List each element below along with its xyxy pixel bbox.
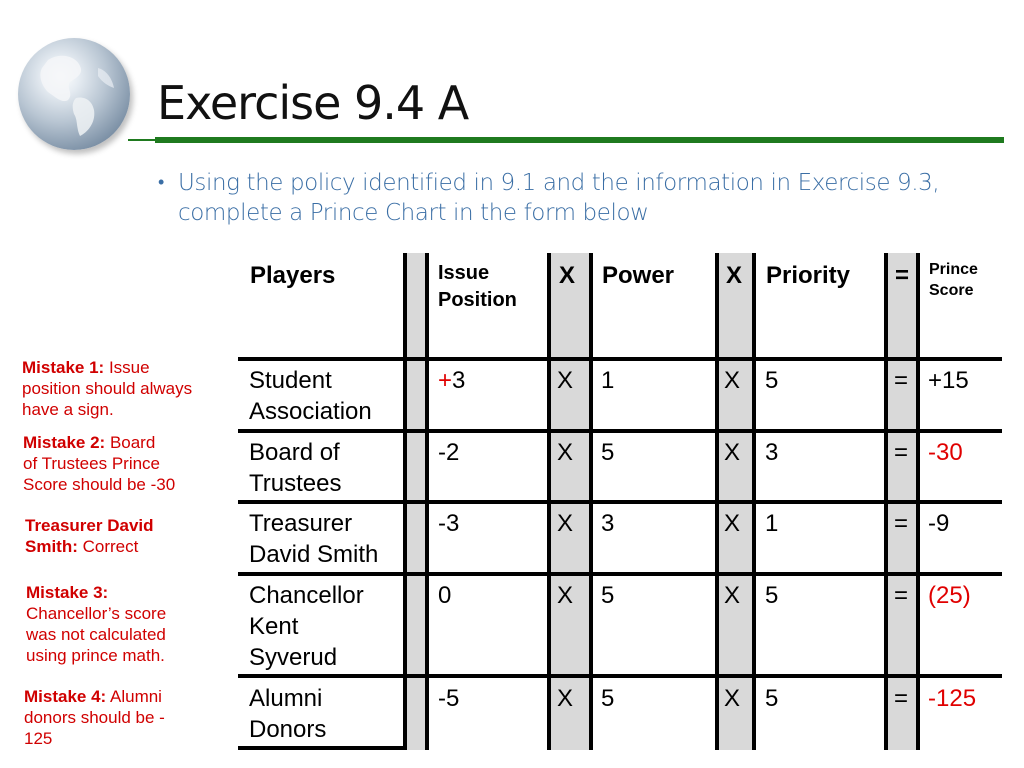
note-label: Mistake 4: <box>24 687 107 706</box>
table-row-x2: X <box>724 367 741 394</box>
header-eq: = <box>895 262 910 289</box>
header-x2: X <box>726 262 743 289</box>
note-mistake-2 <box>23 432 223 495</box>
note-text: Issue <box>108 358 150 377</box>
table-row-priority: 3 <box>765 439 779 466</box>
table-row-priority: 5 <box>765 367 779 394</box>
prince-chart-table <box>238 253 1002 750</box>
note-text: position should always <box>22 379 193 398</box>
table-row-eq: = <box>894 685 909 712</box>
table-row-score: -9 <box>928 510 950 537</box>
table-row-player <box>249 508 378 570</box>
player-line: Alumni <box>249 685 323 712</box>
player-line: Association <box>249 398 372 425</box>
header-power: Power <box>602 262 675 289</box>
header-priority: Priority <box>766 262 851 289</box>
table-row-x1: X <box>557 582 574 609</box>
player-line: Board of <box>249 439 340 466</box>
note-text: Alumni <box>110 687 162 706</box>
header-issue-line2: Position <box>438 289 517 311</box>
table-row-issue: -3 <box>438 510 460 537</box>
note-text: Board <box>109 433 156 452</box>
table-row-x2: X <box>724 685 741 712</box>
note-text: donors should be - <box>24 708 165 727</box>
instruction-text: Using the policy identified in 9.1 and the information in Exercise 9.3, complete a Prince Chart in the form below <box>178 170 940 226</box>
note-label: Mistake 2: <box>23 433 106 452</box>
player-line: Donors <box>249 716 327 743</box>
player-line: Trustees <box>249 470 342 497</box>
table-row-power: 3 <box>601 510 615 537</box>
note-text: of Trustees Prince <box>23 454 161 473</box>
table-row-priority: 1 <box>765 510 779 537</box>
table-row-player <box>249 437 341 499</box>
header-prince-line2: Score <box>929 282 974 299</box>
table-row-power: 5 <box>601 439 615 466</box>
title-rule-left <box>128 139 158 141</box>
note-label: Smith: <box>25 537 78 556</box>
table-row-player <box>249 365 372 427</box>
row-divider <box>238 674 1002 678</box>
table-row-x1: X <box>557 439 574 466</box>
note-mistake-1 <box>22 357 232 420</box>
note-text: 125 <box>24 729 53 748</box>
table-row-x2: X <box>724 582 741 609</box>
table-row-priority: 5 <box>765 685 779 712</box>
row-divider <box>238 572 1002 576</box>
table-row-power: 5 <box>601 685 615 712</box>
table-row-x1: X <box>557 367 574 394</box>
note-text: Correct <box>82 537 139 556</box>
table-row-x1: X <box>557 685 574 712</box>
table-row-issue: -5 <box>438 685 460 712</box>
table-row-score: +15 <box>928 367 969 394</box>
header-issue-line1: Issue <box>438 262 490 284</box>
instruction-bullet <box>158 168 1008 228</box>
note-label: Mistake 3: <box>26 583 109 602</box>
table-row-x2: X <box>724 510 741 537</box>
note-text: Chancellor’s score <box>26 604 167 623</box>
table-row-power: 1 <box>601 367 615 394</box>
player-line: Kent <box>249 613 299 640</box>
table-row-eq: = <box>894 510 909 537</box>
table-row-score: (25) <box>928 582 971 609</box>
row-divider <box>238 429 1002 433</box>
table-row-issue <box>438 365 465 396</box>
table-row-eq: = <box>894 439 909 466</box>
player-line: David Smith <box>249 541 379 568</box>
bullet-dot: • <box>158 172 165 193</box>
player-line: Chancellor <box>249 582 364 609</box>
globe-icon <box>18 38 130 150</box>
header-prince-line1: Prince <box>929 261 978 278</box>
issue-sign: + <box>438 367 453 394</box>
table-row-player <box>249 683 326 745</box>
note-text: Score should be -30 <box>23 475 176 494</box>
note-mistake-4 <box>24 686 224 749</box>
note-label: Treasurer David <box>25 516 154 535</box>
table-row-score: -30 <box>928 439 963 466</box>
note-label: Mistake 1: <box>22 358 105 377</box>
note-treasurer-correct <box>25 515 225 557</box>
table-row-eq: = <box>894 582 909 609</box>
table-row-eq: = <box>894 367 909 394</box>
row-divider <box>238 746 407 750</box>
table-row-issue: -2 <box>438 439 460 466</box>
header-x1: X <box>559 262 576 289</box>
header-issue-position <box>438 260 517 314</box>
table-row-player <box>249 580 364 673</box>
row-divider <box>238 500 1002 504</box>
title-rule <box>155 137 1004 143</box>
table-row-score: -125 <box>928 685 977 712</box>
table-row-issue: 0 <box>438 582 452 609</box>
header-players: Players <box>250 262 336 289</box>
table-row-priority: 5 <box>765 582 779 609</box>
note-mistake-3 <box>26 582 226 666</box>
player-line: Student <box>249 367 332 394</box>
table-row-x2: X <box>724 439 741 466</box>
issue-value: 3 <box>452 367 466 394</box>
player-line: Syverud <box>249 644 338 671</box>
note-text: was not calculated <box>26 625 166 644</box>
row-divider <box>238 357 1002 361</box>
player-line: Treasurer <box>249 510 353 537</box>
page-title: Exercise 9.4 A <box>157 76 469 130</box>
table-row-x1: X <box>557 510 574 537</box>
note-text: using prince math. <box>26 646 165 665</box>
note-text: have a sign. <box>22 400 114 419</box>
table-row-power: 5 <box>601 582 615 609</box>
header-prince-score <box>929 259 978 301</box>
